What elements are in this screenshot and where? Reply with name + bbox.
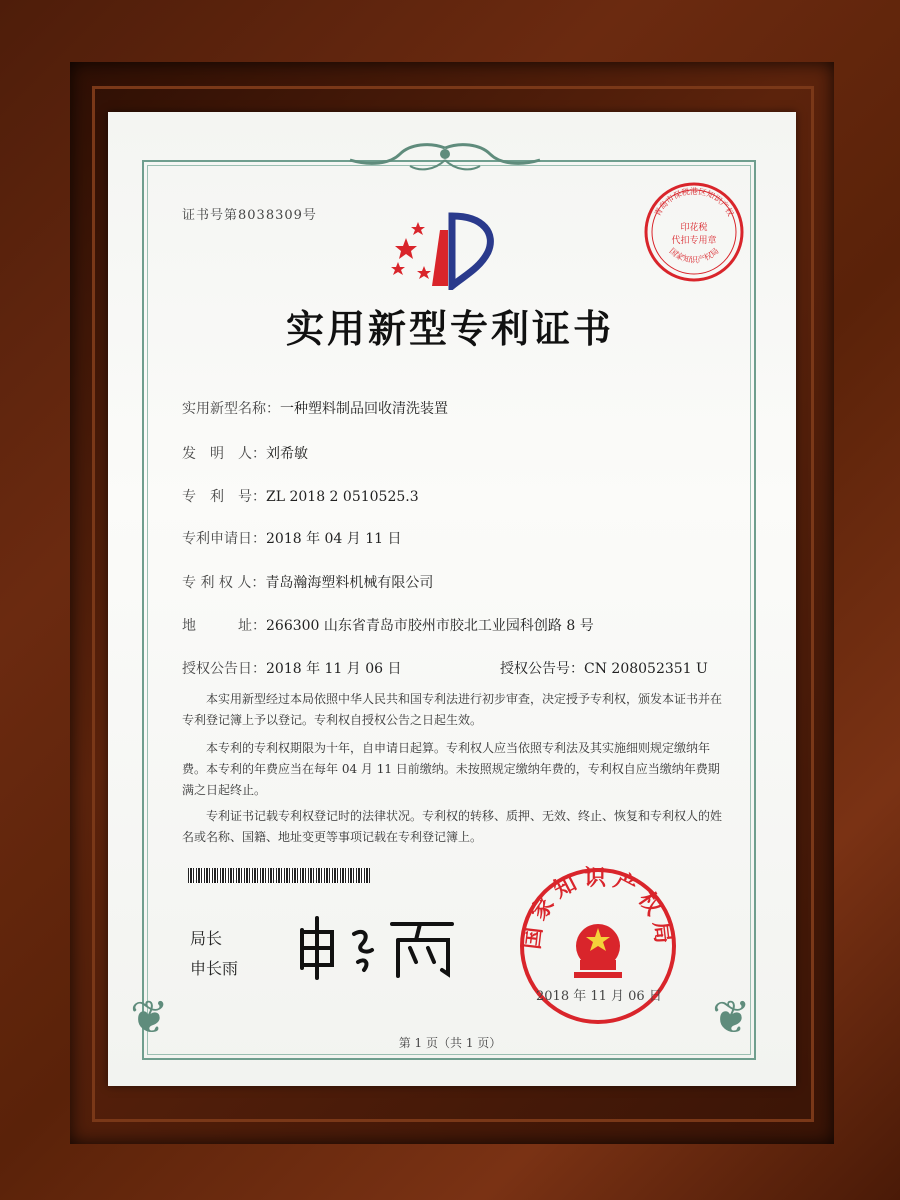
grant-number-value: CN 208052351 U — [584, 661, 708, 677]
director-title: 局长 — [190, 929, 223, 948]
director-name: 申长雨 — [190, 959, 239, 978]
small-seal-line2: 印花税 — [680, 223, 708, 233]
page-number: 第 1 页（共 1 页） — [398, 1036, 502, 1050]
body-paragraph-2: 本专利的专利权期限为十年，自申请日起算。专利权人应当依照专利法及其实施细则规定缴纳年费。本专利的年费应当在每年 04 月 11 日前缴纳。未按照规定缴纳年费的，专利权自应当缴纳年费期满之日起终止。 — [182, 741, 720, 797]
filing-date-value: 2018 年 04 月 11 日 — [266, 531, 402, 547]
bottom-left-ornament-icon: ❦ — [130, 990, 169, 1044]
patent-number-label: 专 利 号： — [182, 489, 266, 505]
bottom-right-ornament-icon: ❦ — [712, 990, 751, 1044]
patentee-value: 青岛瀚海塑料机械有限公司 — [265, 575, 434, 591]
inventor-value: 刘希敏 — [266, 446, 308, 462]
body-paragraph-1: 本实用新型经过本局依照中华人民共和国专利法进行初步审查，决定授予专利权，颁发本证书并在专利登记簿上予以登记。专利权自授权公告之日起生效。 — [182, 692, 723, 727]
patent-number-row — [182, 486, 419, 506]
patentee-label: 专 利 权 人： — [182, 575, 266, 591]
patentee-row — [182, 572, 433, 592]
barcode — [188, 868, 370, 883]
tax-seal-icon — [642, 180, 746, 284]
director-signature — [292, 910, 462, 980]
patent-office-logo-icon — [388, 210, 508, 290]
small-seal-line3: 代扣专用章 — [671, 236, 717, 246]
utility-model-name-row — [182, 398, 448, 418]
filing-date-row — [182, 528, 402, 548]
filing-date-label: 专利申请日： — [182, 531, 266, 547]
address-label: 地 址： — [182, 618, 266, 634]
utility-model-name-value: 一种塑料制品回收清洗装置 — [280, 401, 448, 417]
grant-date-label: 授权公告日： — [182, 661, 266, 677]
svg-text:国家知识产权局 — [668, 246, 721, 264]
grant-number-row — [500, 658, 708, 678]
grant-number-label: 授权公告号： — [500, 661, 584, 677]
top-ornament-icon — [340, 140, 550, 180]
inventor-label: 发 明 人： — [182, 446, 266, 462]
address-value: 266300 山东省青岛市胶州市胶北工业园科创路 8 号 — [266, 618, 594, 634]
certificate-number: 证书号第8038309号 — [182, 208, 317, 223]
seal-date: 2018 年 11 月 06 日 — [536, 989, 662, 1004]
patent-number-value: ZL 2018 2 0510525.3 — [266, 489, 419, 505]
utility-model-name-label: 实用新型名称： — [182, 401, 280, 417]
grant-date-value: 2018 年 11 月 06 日 — [266, 661, 402, 677]
big-seal-text: 国家知识产权局 — [519, 866, 677, 951]
body-paragraph-3: 专利证书记载专利权登记时的法律状况。专利权的转移、质押、无效、终止、恢复和专利权人的姓名或名称、国籍、地址变更等事项记载在专利登记簿上。 — [182, 809, 723, 844]
small-seal-bottom-text: 国家知识产权局 — [667, 246, 721, 265]
svg-text:青岛市保税港区知识产权 — [652, 186, 736, 218]
address-row — [182, 615, 594, 635]
small-seal-top-text: 青岛市保税港区知识产权 — [652, 187, 736, 218]
inventor-row — [182, 443, 308, 463]
certificate-title: 实用新型专利证书 — [285, 306, 614, 351]
grant-date-row — [182, 658, 402, 678]
